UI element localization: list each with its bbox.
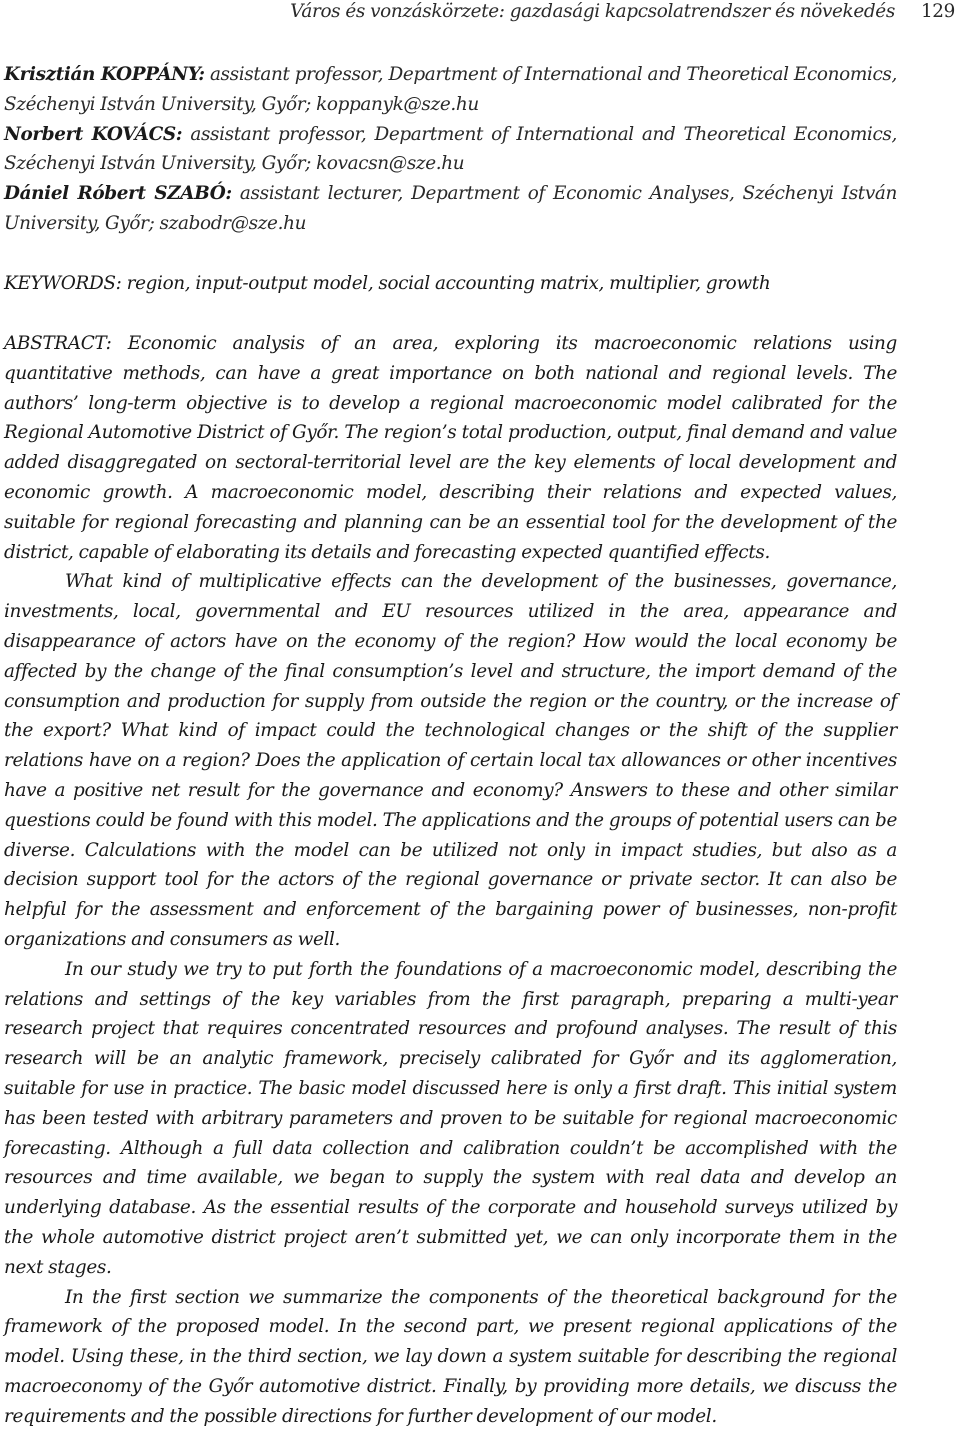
abstract-paragraph: In our study we try to put forth the foundations of a macroeconomic model, describing the relations and settings of the key variables from the first paragraph, preparing a multi-year research project that requires concentrated resources and profound analyses. The result of this research will be an analytic framework, precisely calibrated for Győr and its agglomeration, suitable for use in practice. The basic model discussed here is only a first draft. This initial system has been tested with arbitrary parameters and proven to be suitable for regional macroeconomic forecasting. Although a full data collection and calibration couldn’t be accomplished with the resources and time available, we began to supply the system with real data and develop an underlying database. As the essential results of the corporate and household surveys utilized by the whole automotive district project aren’t submitted yet, we can only incorporate them in the next stages. <box>4 958 897 1278</box>
running-header <box>0 1 956 29</box>
author-name: Krisztián KOPPÁNY: <box>4 64 205 85</box>
author-affiliation: assistant lecturer, Department of Economic Analyses, Széchenyi István University, Győr; szabodr@sze.hu <box>4 183 897 234</box>
abstract-paragraph <box>4 329 897 567</box>
abstract-paragraph: What kind of multiplicative effects can the development of the businesses, governance, investments, local, governmental and EU resources utilized in the area, appearance and disappearance of actors have on the economy of the region? How would the local economy be affected by the change of the final consumption’s level and structure, the import demand of the consumption and production for supply from outside the region or the country, or the increase of the export? What kind of impact could the technological changes or the shift of the supplier relations have on a region? Does the application of certain local tax allowances or other incentives have a positive net result for the governance and economy? Answers to these and other similar questions could be found with this model. The applications and the groups of potential users can be diverse. Calculations with the model can be utilized not only in impact studies, but also as a decision support tool for the actors of the regional governance or private sector. It can also be helpful for the assessment and enforcement of the bargaining power of businesses, non-profit organizations and consumers as well. <box>4 571 897 950</box>
author-name: Dániel Róbert SZABÓ: <box>4 183 232 205</box>
abstract-paragraph-text: Economic analysis of an area, exploring its macroeconomic relations using quantitative methods, can have a great importance on both national and regional levels. The authors’ long-term objective is to develop a regional macroeconomic model calibrated for the Regional Automotive District of Győr. The region’s total production, output, final demand and value added disaggregated on sectoral-territorial level are the key elements of local development and economic growth. A macroeconomic model, describing their relations and expected values, suitable for regional forecasting and planning can be an essential tool for the development of the district, capable of elaborating its details and forecasting expected quantified effects. <box>4 333 897 563</box>
keywords-text: region, input-output model, social accounting matrix, multiplier, growth <box>126 273 771 294</box>
author-affiliation: assistant professor, Department of International and Theoretical Economics, Széchenyi István University, Győr; koppanyk@sze.hu <box>4 64 897 115</box>
author-name: Norbert KOVÁCS: <box>4 123 183 145</box>
keywords-label: KEYWORDS: <box>4 273 122 294</box>
author-entry <box>4 60 897 120</box>
author-list <box>4 60 897 239</box>
author-entry <box>4 179 897 239</box>
author-affiliation: assistant professor, Department of International and Theoretical Economics, Széchenyi István University, Győr; kovacsn@sze.hu <box>4 123 898 175</box>
keywords <box>4 269 897 299</box>
abstract-paragraph: In the first section we summarize the components of the theoretical background for the framework of the proposed model. In the second part, we present regional applications of the model. Using these, in the third section, we lay down a system suitable for describing the regional macroeconomy of the Győr automotive district. Finally, by providing more details, we discuss the requirements and the possible directions for further development of our model. <box>4 1286 897 1427</box>
abstract <box>4 329 897 1431</box>
running-title: Város és vonzáskörzete: gazdasági kapcsolatrendszer és növekedés <box>290 1 895 22</box>
abstract-label: ABSTRACT: <box>4 333 112 354</box>
author-entry <box>4 120 897 180</box>
page-number: 129 <box>920 1 955 22</box>
